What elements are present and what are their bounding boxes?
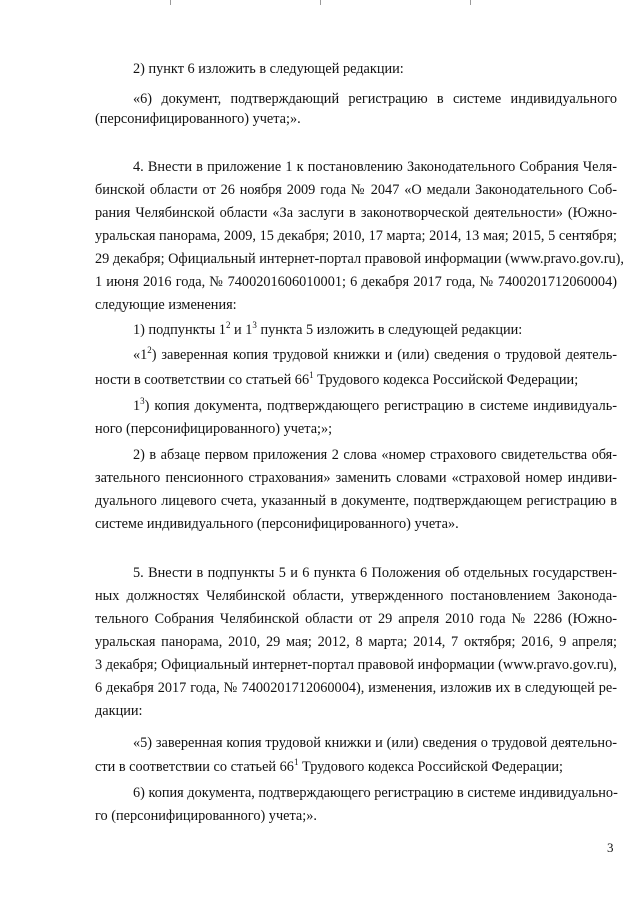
paragraph-line: тельного Собрания Челябинской области от 29 апреля 2010 года № 2286 (Южно- xyxy=(95,611,617,627)
paragraph-line: 2) пункт 6 изложить в следующей редакции: xyxy=(133,61,404,77)
superscript: 3 xyxy=(140,396,145,406)
paragraph-line: 2) в абзаце первом приложения 2 слова «номер страхового свидетельства обя- xyxy=(133,447,617,463)
paragraph-line: 1 июня 2016 года, № 7400201606010001; 6 декабря 2017 года, № 7400201712060004) xyxy=(95,274,617,290)
superscript: 2 xyxy=(147,345,152,355)
text-run: «1 xyxy=(133,347,148,363)
superscript: 1 xyxy=(293,757,299,767)
paragraph-line: уральская панорама, 2010, 29 мая; 2012, 8 марта; 2014, 7 октября; 2016, 9 апреля; xyxy=(95,634,617,650)
scan-mark xyxy=(470,0,471,5)
paragraph-line: дакции: xyxy=(95,703,143,719)
text-run: 1) подпункты 1 xyxy=(133,322,226,338)
paragraph-line: бинской области от 26 ноября 2009 года № 2047 «О медали Законодательного Соб- xyxy=(95,182,617,198)
paragraph-line: «5) заверенная копия трудовой книжки и (или) сведения о трудовой деятельно- xyxy=(133,735,617,751)
text-run: сти в соответствии со статьей 66 xyxy=(95,759,294,775)
paragraph-line: дуального лицевого счета, указанный в документе, подтверждающем регистрацию в xyxy=(95,493,617,509)
paragraph-line xyxy=(133,320,617,340)
paragraph-line: системе индивидуального (персонифицированного) учета». xyxy=(95,516,459,532)
paragraph-line: ного (персонифицированного) учета;»; xyxy=(95,421,333,437)
paragraph-line: 29 декабря; Официальный интернет-портал правовой информации (www.pravo.gov.ru), xyxy=(95,251,624,267)
text-run: пункта 5 изложить в следующей редакции: xyxy=(256,322,523,338)
paragraph-line: рания Челябинской области «За заслуги в законотворческой деятельности» (Южно- xyxy=(95,205,617,221)
superscript: 3 xyxy=(252,320,257,330)
paragraph-line: 6 декабря 2017 года, № 7400201712060004), изменения, изложив их в следующей ре- xyxy=(95,680,617,696)
text-run: ) заверенная копия трудовой книжки и (или) сведения о трудовой деятель- xyxy=(151,347,617,363)
paragraph-line: ных должностях Челябинской области, утвержденного постановлением Законода- xyxy=(95,588,617,604)
paragraph-line: го (персонифицированного) учета;». xyxy=(95,808,317,824)
paragraph-line: 5. Внести в подпункты 5 и 6 пункта 6 Положения об отдельных государствен- xyxy=(133,565,617,581)
paragraph-line: зательного пенсионного страхования» заменить словами «страховой номер индиви- xyxy=(95,470,617,486)
text-run: Трудового кодекса Российской Федерации; xyxy=(313,372,579,388)
superscript: 2 xyxy=(225,320,231,330)
paragraph-line xyxy=(95,370,617,390)
text-run: Трудового кодекса Российской Федерации; xyxy=(298,759,564,775)
paragraph-line: уральская панорама, 2009, 15 декабря; 2010, 17 марта; 2014, 13 мая; 2015, 5 сентября; xyxy=(95,228,617,244)
paragraph-line: «6) документ, подтверждающий регистрацию в системе индивидуального xyxy=(133,91,617,107)
paragraph-line: (персонифицированного) учета;». xyxy=(95,111,301,127)
page-number: 3 xyxy=(607,840,614,855)
paragraph-line: 3 декабря; Официальный интернет-портал правовой информации (www.pravo.gov.ru), xyxy=(95,657,617,673)
scan-mark xyxy=(170,0,171,5)
superscript: 1 xyxy=(309,370,314,380)
paragraph-line xyxy=(133,345,617,365)
paragraph-line xyxy=(133,396,617,416)
paragraph-line xyxy=(95,757,617,777)
text-run: 1 xyxy=(133,398,141,414)
paragraph-line: следующие изменения: xyxy=(95,297,237,313)
scan-mark xyxy=(320,0,321,5)
paragraph-line: 6) копия документа, подтверждающего регистрацию в системе индивидуально- xyxy=(133,785,618,801)
text-run: ности в соответствии со статьей 66 xyxy=(95,372,310,388)
text-run: и 1 xyxy=(230,322,253,338)
paragraph-line: 4. Внести в приложение 1 к постановлению Законодательного Собрания Челя- xyxy=(133,159,617,175)
text-run: ) копия документа, подтверждающего регистрацию в системе индивидуаль- xyxy=(144,398,617,414)
